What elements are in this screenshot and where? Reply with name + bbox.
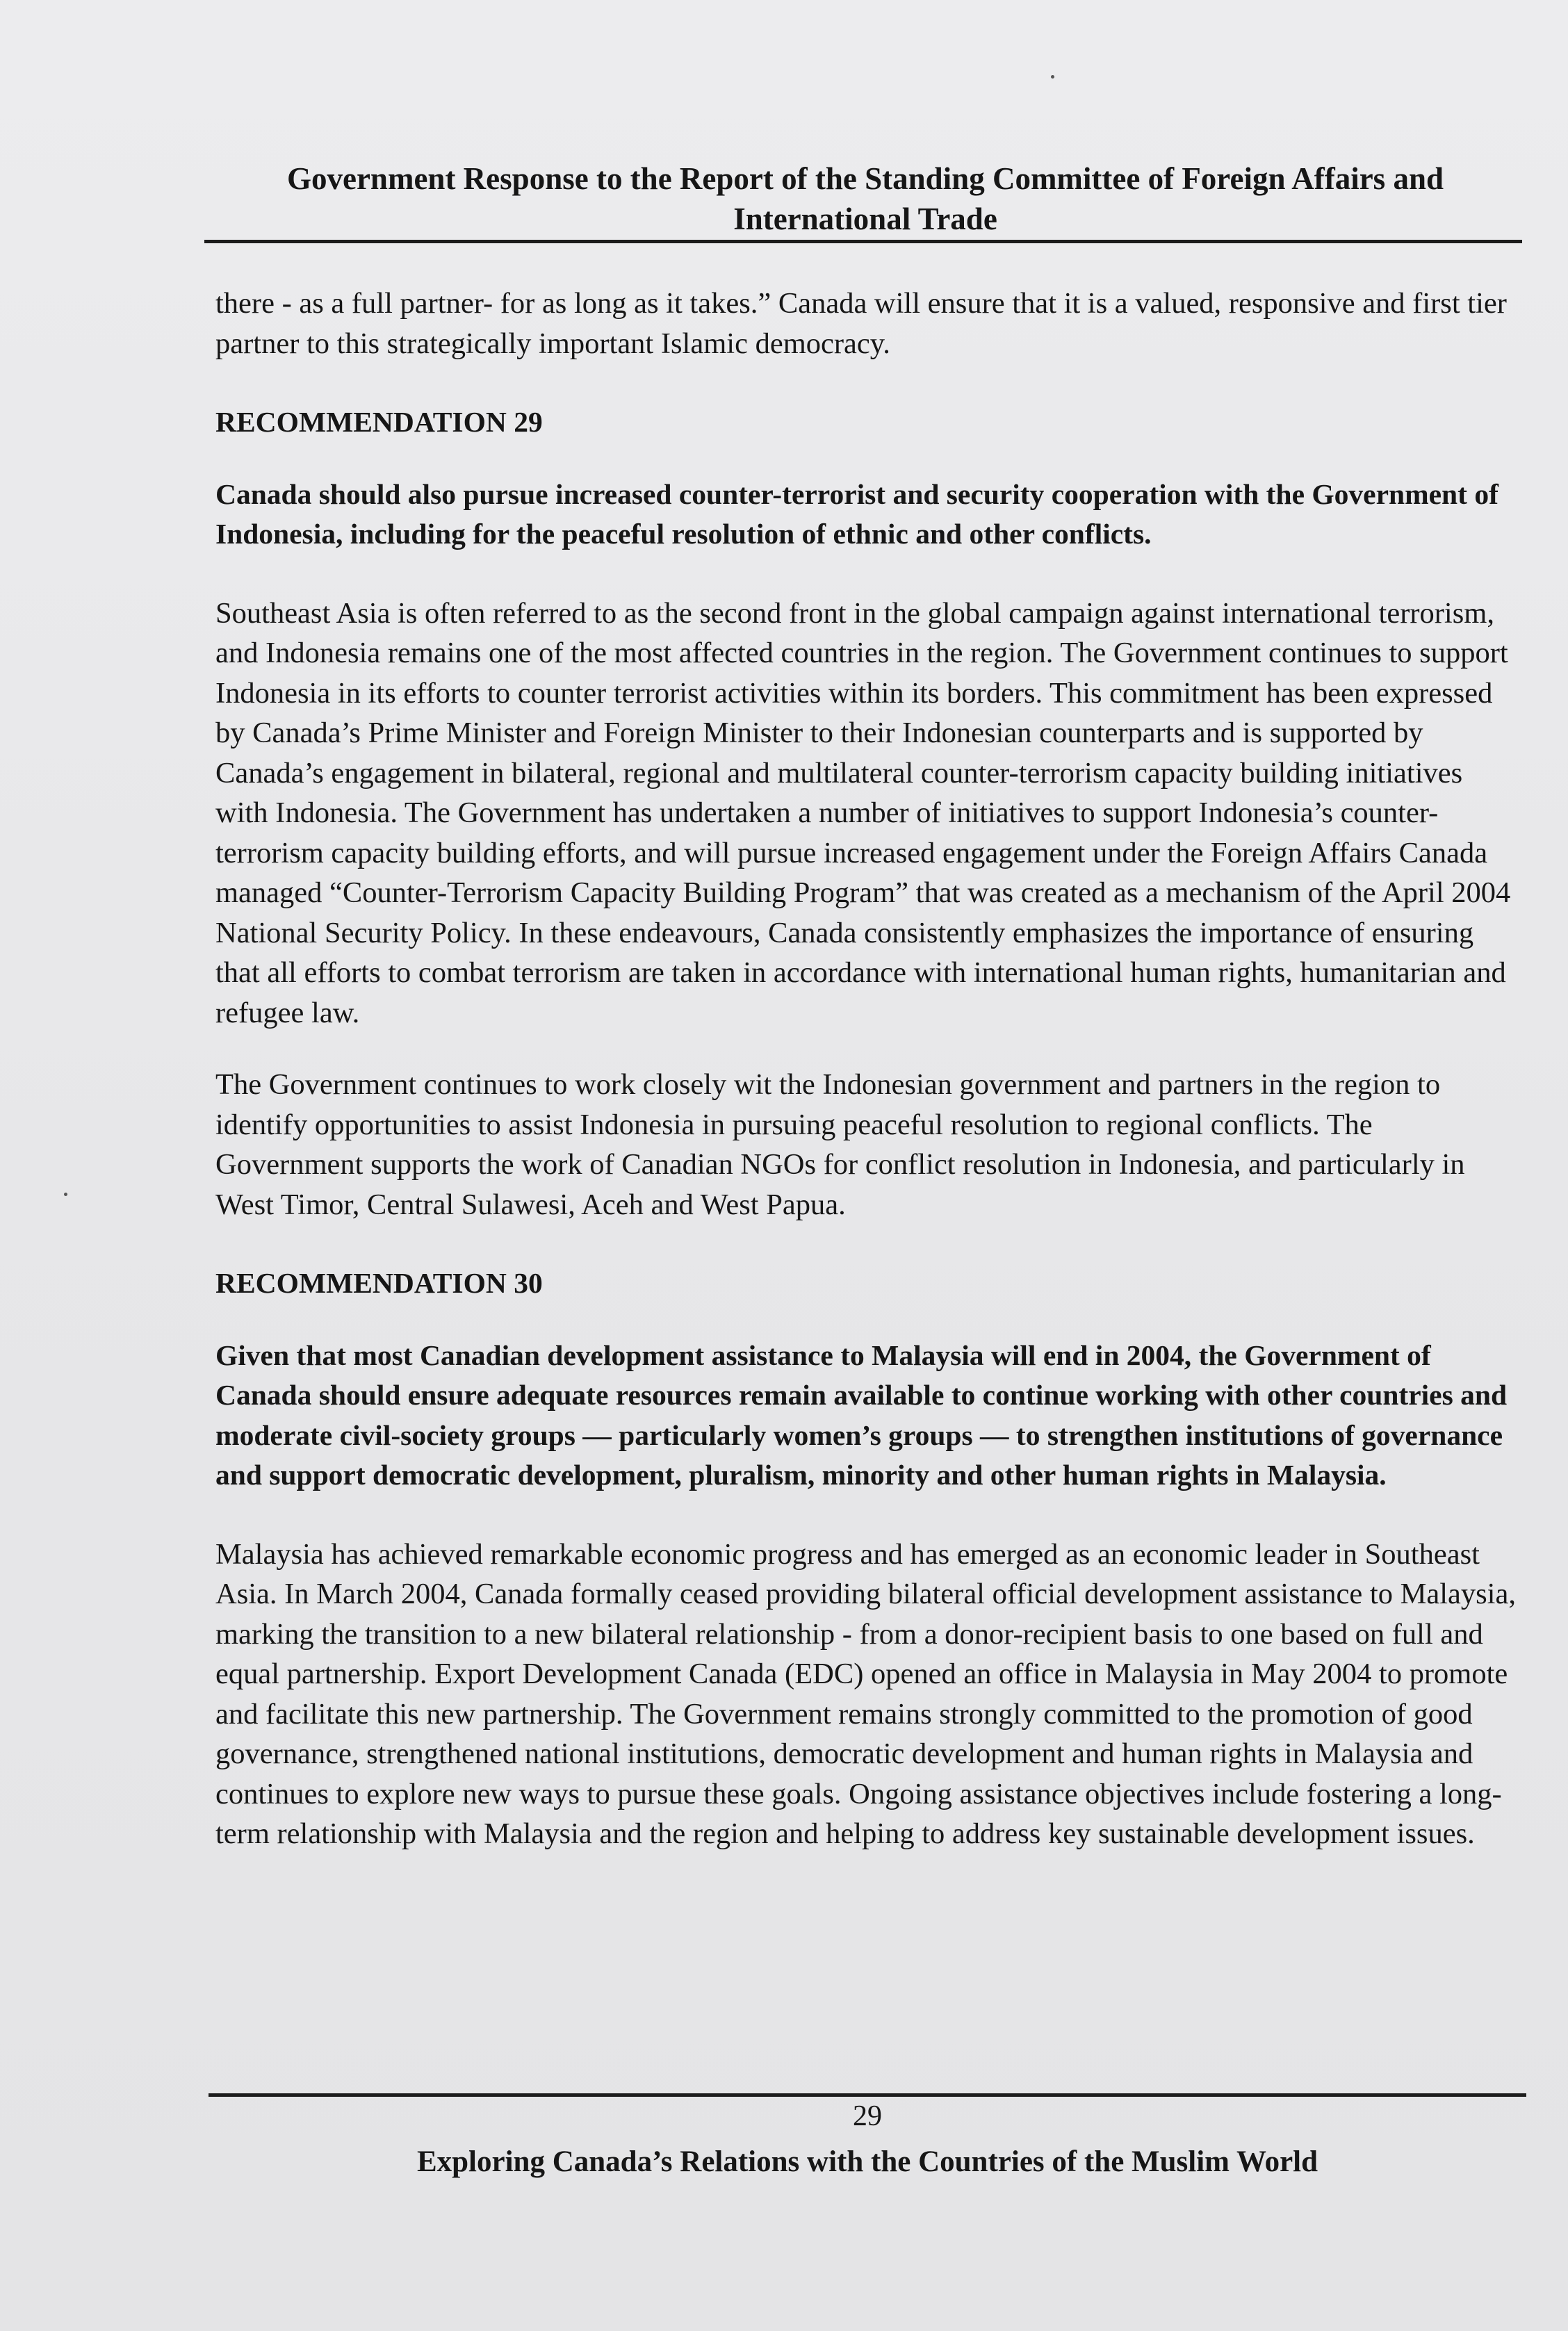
page-number: 29	[853, 2100, 882, 2132]
footer-divider	[209, 2093, 1526, 2097]
running-footer: Exploring Canada’s Relations with the Countries of the Muslim World	[416, 2145, 1318, 2178]
recommendation-29-heading: RECOMMENDATION 29	[215, 406, 543, 438]
intro-paragraph: there - as a full partner- for as long as it takes.” Canada will ensure that it is a valued, responsive and first tier partner to this strategically important Islamic democracy.	[215, 287, 1507, 360]
page-body	[215, 284, 1522, 1854]
recommendation-30-text: Given that most Canadian development assistance to Malaysia will end in 2004, the Government of Canada should ensure adequate resources remain available to continue working with other countries and moderate civil-society groups — particularly women’s groups — to strengthen institutions of governance and support democratic development, pluralism, minority and other human rights in Malaysia.	[215, 1339, 1508, 1491]
scan-speck	[1051, 75, 1054, 79]
recommendation-30-response-paragraph-1: Malaysia has achieved remarkable economic progress and has emerged as an economic leader in Southeast Asia. In March 2004, Canada formally ceased providing bilateral official development assistance to Malaysia, marking the transition to a new bilateral relationship - from a donor-recipient basis to one based on full and equal partnership. Export Development Canada (EDC) opened an office in Malaysia in May 2004 to promote and facilitate this new partnership. The Government remains strongly committed to the promotion of good governance, strengthened national institutions, democratic development and human rights in Malaysia and continues to explore new ways to pursue these goals. Ongoing assistance objectives include fostering a long-term relationship with Malaysia and the region and helping to address key sustainable development issues.	[215, 1537, 1516, 1850]
recommendation-30-heading: RECOMMENDATION 30	[215, 1267, 543, 1299]
running-header	[209, 158, 1522, 239]
header-title-line-2: International Trade	[733, 202, 997, 236]
recommendation-29-response-paragraph-1: Southeast Asia is often referred to as the second front in the global campaign against international terrorism, and Indonesia remains one of the most affected countries in the region. The Government continues to support Indonesia in its efforts to counter terrorist activities within its borders. This commitment has been expressed by Canada’s Prime Minister and Foreign Minister to their Indonesian counterparts and is supported by Canada’s engagement in bilateral, regional and multilateral counter-terrorism capacity building initiatives with Indonesia. The Government has undertaken a number of initiatives to support Indonesia’s counter-terrorism capacity building efforts, and will pursue increased engagement under the Foreign Affairs Canada managed “Counter-Terrorism Capacity Building Program” that was created as a mechanism of the April 2004 National Security Policy. In these endeavours, Canada consistently emphasizes the importance of ensuring that all efforts to combat terrorism are taken in accordance with international human rights, humanitarian and refugee law.	[215, 596, 1511, 1029]
recommendation-29-response-paragraph-2: The Government continues to work closely wit the Indonesian government and partners in the region to identify opportunities to assist Indonesia in pursuing peaceful resolution to regional conflicts. The Government supports the work of Canadian NGOs for conflict resolution in Indonesia, and particularly in West Timor, Central Sulawesi, Aceh and West Papua.	[215, 1068, 1465, 1221]
header-divider	[204, 240, 1522, 243]
recommendation-29-text: Canada should also pursue increased counter-terrorist and security cooperation with the Government of Indonesia, including for the peaceful resolution of ethnic and other conflicts.	[215, 477, 1498, 550]
header-title-line-1: Government Response to the Report of the Standing Committee of Foreign Affairs and	[286, 161, 1444, 196]
scan-speck	[64, 1193, 67, 1196]
